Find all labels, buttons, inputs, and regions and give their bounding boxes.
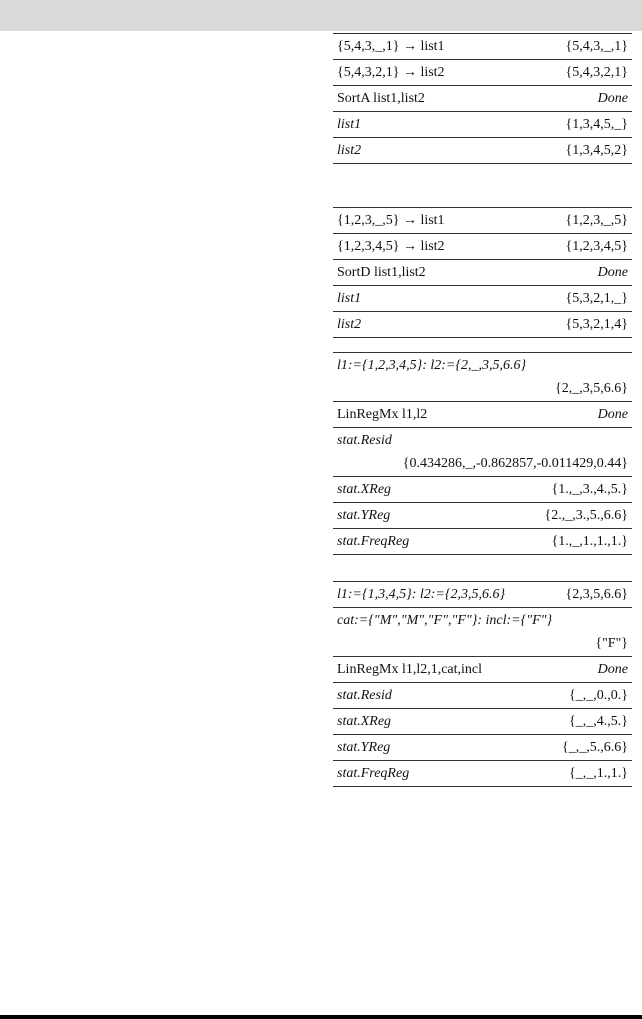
history-input: l1:={1,2,3,4,5}: l2:={2,_,3,5,6.6}: [337, 358, 527, 373]
history-output: Done: [597, 407, 628, 422]
history-input: {5,4,3,2,1} → list2: [337, 65, 445, 80]
history-row: [333, 427, 632, 476]
history-output: {0.434286,_,-0.862857,-0.011429,0.44}: [402, 456, 628, 471]
history-input: stat.YReg: [337, 740, 391, 755]
history-input: stat.YReg: [337, 508, 391, 523]
history-row: [333, 607, 632, 656]
history-input: stat.XReg: [337, 482, 392, 497]
history-input: list1: [337, 291, 362, 306]
history-row: [333, 59, 632, 85]
history-output: Done: [597, 265, 628, 280]
history-input: stat.Resid: [337, 433, 392, 448]
calc-example-sorta: [333, 33, 632, 164]
history-row: [333, 734, 632, 760]
history-input: SortA list1,list2: [337, 91, 425, 106]
history-row: [333, 352, 632, 401]
history-input: list2: [337, 317, 362, 332]
history-output: {5,4,3,2,1}: [565, 65, 628, 80]
history-row: [333, 137, 632, 164]
history-row: [333, 528, 632, 555]
history-output: {1,3,4,5,2}: [565, 143, 628, 158]
history-input: LinRegMx l1,l2: [337, 407, 428, 422]
history-input: stat.XReg: [337, 714, 392, 729]
history-input: {1,2,3,4,5} → list2: [337, 239, 445, 254]
history-output: {5,4,3,_,1}: [565, 39, 628, 54]
history-input: list1: [337, 117, 362, 132]
history-output: {1,2,3,4,5}: [565, 239, 628, 254]
history-input: LinRegMx l1,l2,1,cat,incl: [337, 662, 483, 677]
history-input: {5,4,3,_,1} → list1: [337, 39, 445, 54]
page-footer-rule: [0, 1015, 642, 1019]
history-row: [333, 502, 632, 528]
history-input: stat.FreqReg: [337, 534, 410, 549]
history-input: stat.FreqReg: [337, 766, 410, 781]
history-row: [333, 581, 632, 607]
history-row: [333, 111, 632, 137]
history-output: {1,3,4,5,_}: [565, 117, 628, 132]
history-output: {_,_,1.,1.}: [569, 766, 628, 781]
history-row: [333, 311, 632, 338]
history-row: [333, 476, 632, 502]
history-output: {5,3,2,1,_}: [565, 291, 628, 306]
calc-example-linregmx-categories: [333, 581, 632, 787]
history-row: [333, 233, 632, 259]
history-output: {1.,_,1.,1.,1.}: [551, 534, 628, 549]
history-row: [333, 682, 632, 708]
history-row: [333, 285, 632, 311]
history-input: {1,2,3,_,5} → list1: [337, 213, 445, 228]
history-row: [333, 656, 632, 682]
history-row: [333, 259, 632, 285]
history-input: SortD list1,list2: [337, 265, 426, 280]
history-input: cat:={"M","M","F","F"}: incl:={"F"}: [337, 613, 553, 628]
history-row: [333, 401, 632, 427]
history-output: {2,3,5,6.6}: [565, 587, 628, 602]
history-output: {1.,_,3.,4.,5.}: [551, 482, 628, 497]
history-output: Done: [597, 91, 628, 106]
history-output: {_,_,5.,6.6}: [562, 740, 628, 755]
page-header-bar: [0, 0, 642, 31]
history-output: {"F"}: [595, 636, 628, 651]
calc-example-sortd: [333, 207, 632, 338]
history-input: stat.Resid: [337, 688, 392, 703]
history-row: [333, 85, 632, 111]
history-output: {2.,_,3.,5.,6.6}: [544, 508, 628, 523]
history-output: {5,3,2,1,4}: [565, 317, 628, 332]
history-row: [333, 708, 632, 734]
history-row: [333, 33, 632, 59]
calc-example-linregmx: [333, 352, 632, 555]
history-row: [333, 760, 632, 787]
history-input: list2: [337, 143, 362, 158]
history-output: Done: [597, 662, 628, 677]
history-output: {1,2,3,_,5}: [565, 213, 628, 228]
history-row: [333, 207, 632, 233]
history-input: l1:={1,3,4,5}: l2:={2,3,5,6.6}: [337, 587, 506, 602]
history-output: {_,_,4.,5.}: [569, 714, 628, 729]
history-output: {2,_,3,5,6.6}: [555, 381, 628, 396]
history-output: {_,_,0.,0.}: [569, 688, 628, 703]
